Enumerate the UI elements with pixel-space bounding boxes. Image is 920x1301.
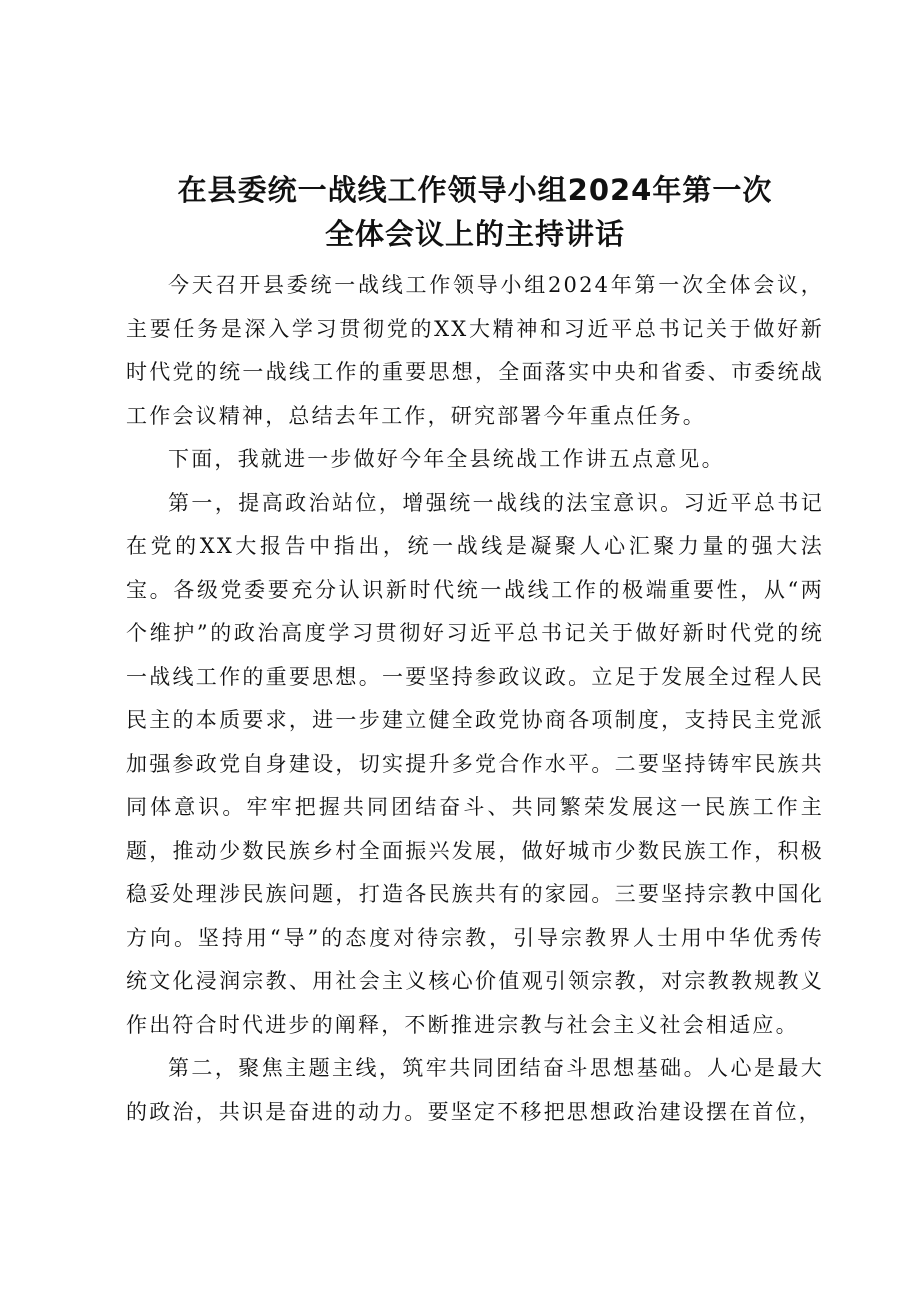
paragraph-transition: 下面，我就进一步做好今年全县统战工作讲五点意见。 [168, 447, 725, 471]
paragraph-opening: 今天召开县委统一战线工作领导小组2024年第一次全体会议，主要任务是深入学习贯彻党的XX大精神和习近平总书记关于做好新时代党的统一战线工作的重要思想，全面落实中央和省委、市委统战工作会议精神，总结去年工作，研究部署今年重点任务。 [126, 273, 824, 428]
document-title [126, 168, 824, 256]
paragraph-point-one: 第一，提高政治站位，增强统一战线的法宝意识。习近平总书记在党的XX大报告中指出，统一战线是凝聚人心汇聚力量的强大法宝。各级党委要充分认识新时代统一战线工作的极端重要性，从“两个维护”的政治高度学习贯彻好习近平总书记关于做好新时代党的统一战线工作的重要思想。一要坚持参政议政。立足于发展全过程人民民主的本质要求，进一步建立健全政党协商各项制度，支持民主党派加强参政党自身建设，切实提升多党合作水平。二要坚持铸牢民族共同体意识。牢牢把握共同团结奋斗、共同繁荣发展这一民族工作主题，推动少数民族乡村全面振兴发展，做好城市少数民族工作，积极稳妥处理涉民族问题，打造各民族共有的家园。三要坚持宗教中国化方向。坚持用“导”的态度对待宗教，引导宗教界人士用中华优秀传统文化浸润宗教、用社会主义核心价值观引领宗教，对宗教教规教义作出符合时代进步的阐释，不断推进宗教与社会主义社会相适应。 [126, 490, 824, 1037]
paragraph-point-two: 第二，聚焦主题主线，筑牢共同团结奋斗思想基础。人心是最大的政治，共识是奋进的动力。要坚定不移把思想政治建设摆在首位， [126, 1056, 824, 1124]
title-line-2: 全体会议上的主持讲话 [324, 217, 625, 251]
document-body [126, 264, 824, 1134]
title-line-1: 在县委统一战线工作领导小组2024年第一次 [177, 173, 773, 207]
